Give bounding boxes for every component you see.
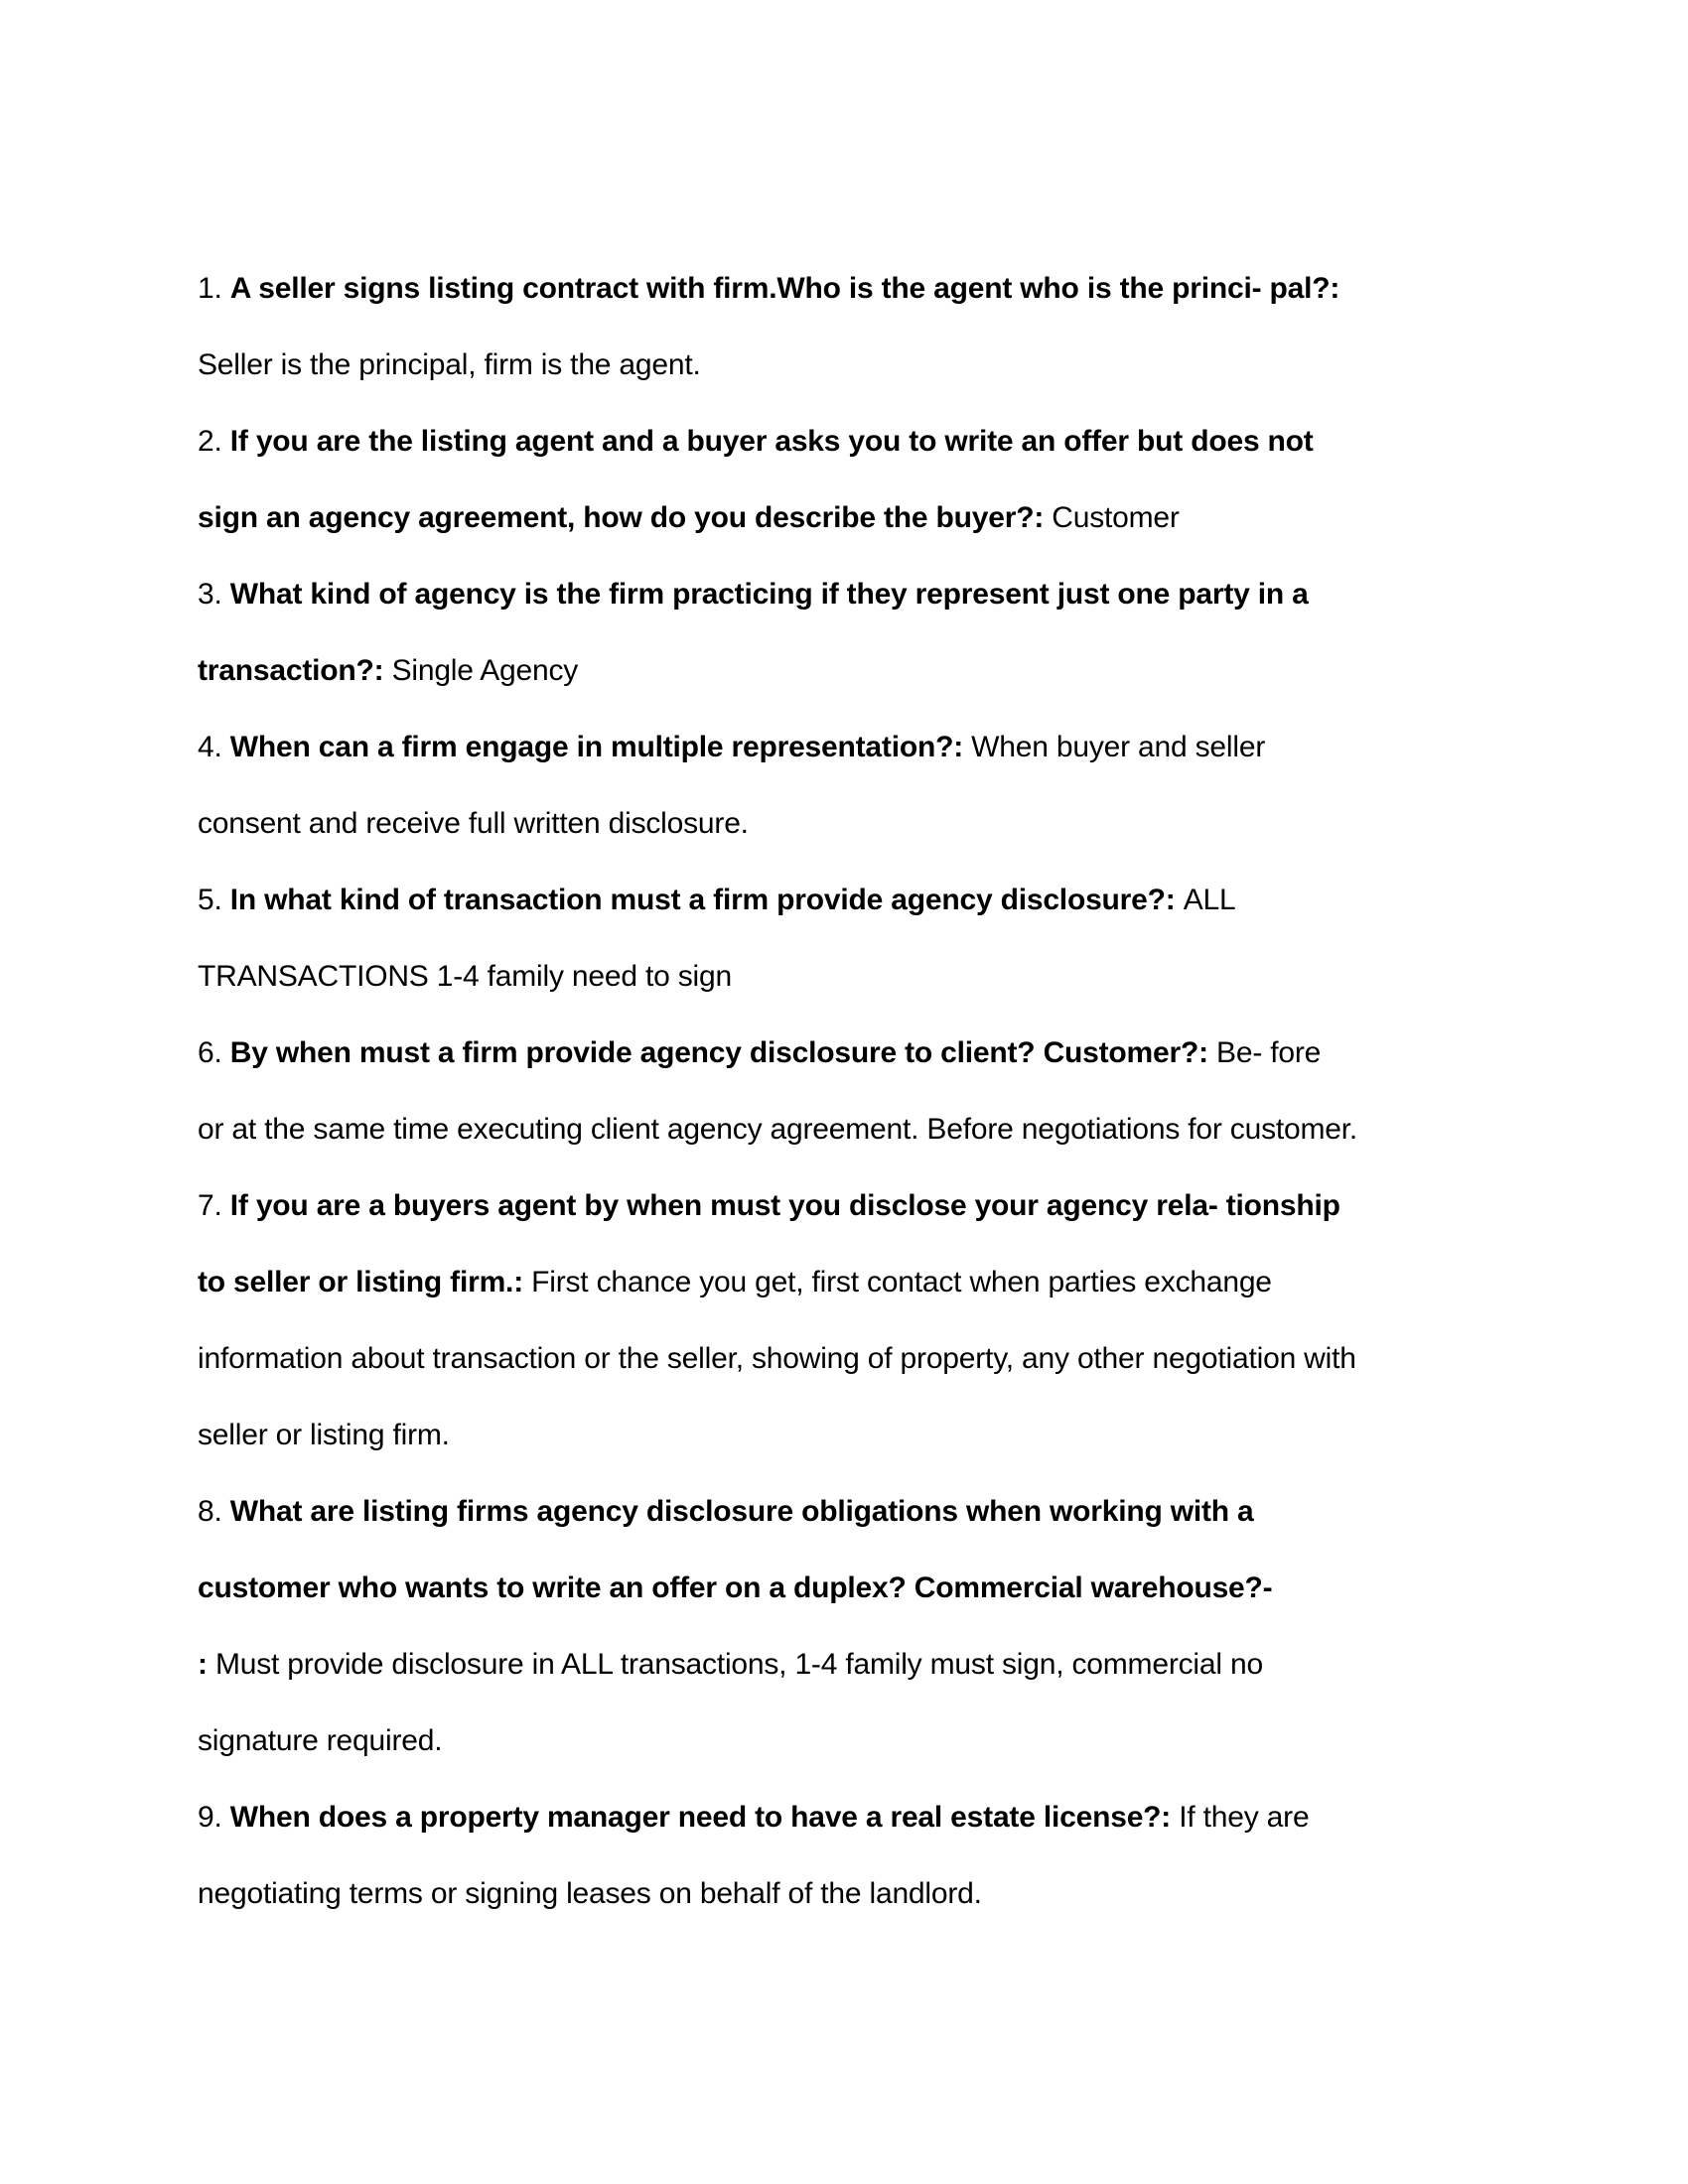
text-segment: :: [198, 1648, 215, 1681]
text-segment: If you are a buyers agent by when must you disclose your agency rela- tionship: [229, 1189, 1340, 1222]
text-segment: What kind of agency is the firm practicing if they represent just one party in a: [229, 578, 1309, 611]
text-segment: or at the same time executing client agency agreement. Before negotiations for customer.: [198, 1113, 1358, 1146]
text-segment: Be- fore: [1216, 1036, 1322, 1069]
text-segment: 5.: [198, 884, 230, 916]
text-line: [198, 632, 1528, 709]
text-segment: 2.: [198, 425, 230, 458]
text-line: [198, 1015, 1528, 1091]
text-segment: 3.: [198, 578, 230, 611]
text-segment: sign an agency agreement, how do you describe the buyer?:: [198, 501, 1053, 534]
qa-text: [198, 250, 1528, 1932]
text-segment: seller or listing firm.: [198, 1419, 450, 1451]
text-line: [198, 862, 1528, 938]
text-segment: A seller signs listing contract with firm.Who is the agent who is the princi- pal?:: [229, 272, 1340, 305]
text-line: [198, 556, 1528, 632]
text-line: [198, 1473, 1528, 1550]
text-segment: 8.: [198, 1495, 230, 1528]
text-line: [198, 938, 1528, 1015]
text-segment: Must provide disclosure in ALL transactions, 1-4 family must sign, commercial no: [214, 1648, 1263, 1681]
text-segment: 9.: [198, 1801, 230, 1834]
text-line: [198, 1855, 1528, 1932]
text-line: [198, 1320, 1528, 1397]
text-segment: 4.: [198, 731, 230, 763]
text-segment: First chance you get, first contact when parties exchange: [531, 1266, 1272, 1298]
text-segment: What are listing firms agency disclosure obligations when working with a: [229, 1495, 1254, 1528]
text-segment: If they are: [1179, 1801, 1310, 1834]
text-segment: transaction?:: [198, 654, 392, 687]
text-line: [198, 1703, 1528, 1779]
text-segment: negotiating terms or signing leases on behalf of the landlord.: [198, 1877, 982, 1910]
text-segment: customer who wants to write an offer on a duplex? Commercial warehouse?-: [198, 1571, 1273, 1604]
text-segment: Single Agency: [391, 654, 579, 687]
text-line: [198, 1626, 1528, 1703]
text-segment: When does a property manager need to have a real estate license?:: [229, 1801, 1180, 1834]
text-segment: 1.: [198, 272, 230, 305]
text-line: [198, 785, 1528, 862]
text-line: [198, 479, 1528, 556]
text-segment: ALL: [1183, 884, 1236, 916]
text-line: [198, 327, 1528, 403]
text-line: [198, 1779, 1528, 1855]
text-segment: consent and receive full written disclosure.: [198, 807, 749, 840]
text-line: [198, 250, 1528, 327]
text-segment: TRANSACTIONS 1-4 family need to sign: [198, 960, 732, 993]
text-segment: Customer: [1052, 501, 1180, 534]
text-segment: When buyer and seller: [971, 731, 1266, 763]
text-segment: By when must a firm provide agency disclosure to client? Customer?:: [229, 1036, 1217, 1069]
text-line: [198, 1167, 1528, 1244]
text-line: [198, 1244, 1528, 1320]
text-line: [198, 709, 1528, 785]
text-segment: 6.: [198, 1036, 230, 1069]
text-line: [198, 1550, 1528, 1626]
text-segment: to seller or listing firm.:: [198, 1266, 532, 1298]
text-line: [198, 1091, 1528, 1167]
text-line: [198, 1397, 1528, 1473]
text-segment: When can a firm engage in multiple representation?:: [229, 731, 972, 763]
text-segment: 7.: [198, 1189, 230, 1222]
text-segment: In what kind of transaction must a firm provide agency disclosure?:: [229, 884, 1184, 916]
text-segment: If you are the listing agent and a buyer asks you to write an offer but does not: [229, 425, 1314, 458]
text-segment: Seller is the principal, firm is the agent.: [198, 348, 701, 381]
text-segment: information about transaction or the seller, showing of property, any other negotiation with: [198, 1342, 1356, 1375]
text-segment: signature required.: [198, 1724, 443, 1757]
text-line: [198, 403, 1528, 479]
